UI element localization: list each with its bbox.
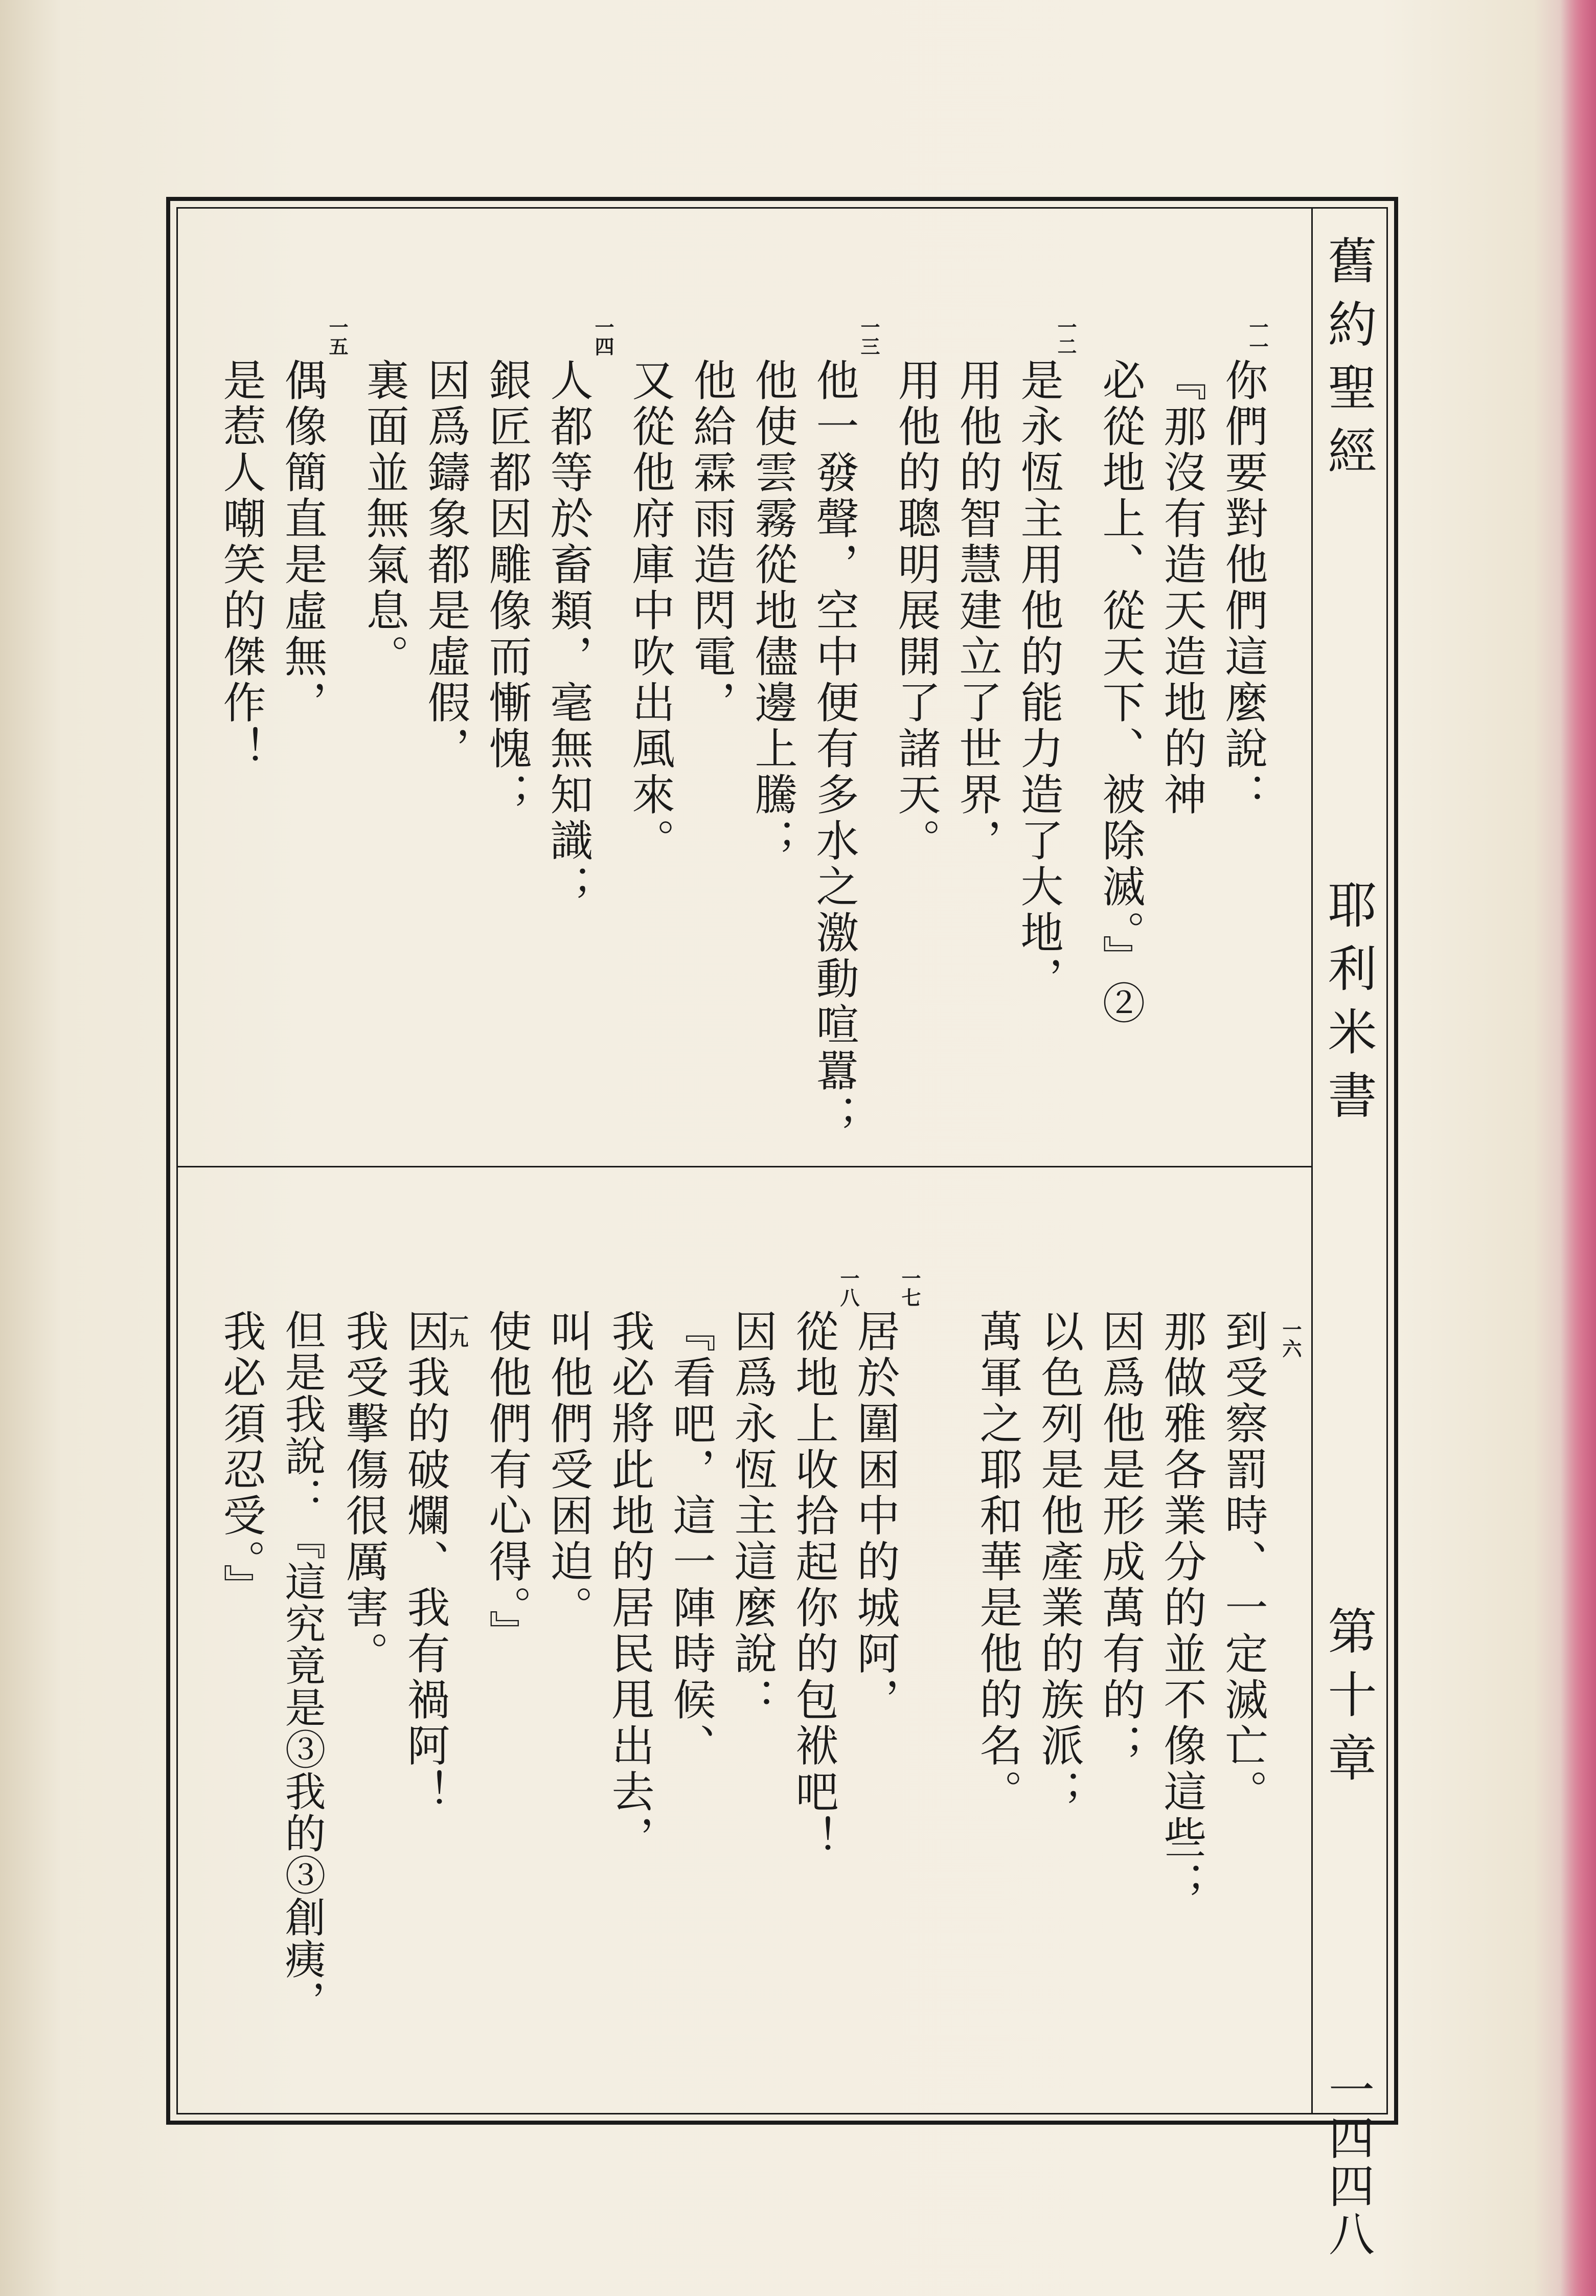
verse-line: 從地上收拾起你的包袱吧！ — [789, 1309, 839, 1861]
verse-line: 是永恆主用他的能力造了大地， — [1014, 358, 1064, 1002]
red-page-edge — [1560, 0, 1596, 2296]
verse-number-15: 一五 — [326, 317, 349, 356]
verse-line: 因爲鑄象都是虛假， — [421, 358, 471, 772]
verse-number-14: 一四 — [591, 317, 614, 356]
verse-line: 他使雲霧從地儘邊上騰； — [748, 358, 798, 864]
header-separator — [1311, 207, 1313, 2114]
verse-line: 我受擊傷很厲害。 — [339, 1309, 389, 1677]
verse-line: 使他們有心得。』 — [482, 1309, 532, 1656]
verse-number-19: 一九 — [446, 1309, 469, 1348]
verse-line: 偶像簡直是虛無， — [278, 358, 328, 726]
verse-line: 我必將此地的居民甩出去， — [605, 1309, 655, 1861]
verse-line: 又從他府庫中吹出風來。 — [625, 358, 675, 864]
page-number: 一四四八 — [1320, 2066, 1374, 2258]
verse-number-17: 一七 — [898, 1268, 921, 1307]
verse-line: 他一發聲，空中便有多水之激動喧囂； — [809, 358, 859, 1140]
verse-line: 裏面並無氣息。 — [359, 358, 409, 680]
verse-line: 銀匠都因雕像而慚愧； — [482, 358, 532, 818]
verse-line: 因爲他是形成萬有的； — [1096, 1309, 1146, 1769]
verse-line: 以色列是他產業的族派； — [1034, 1309, 1084, 1815]
verse-line: 因爲永恆主這麼說： — [727, 1309, 778, 1723]
verse-line: 用他的聰明展開了諸天。 — [891, 358, 941, 864]
verse-line: 人都等於畜類，毫無知識； — [543, 358, 594, 910]
verse-line: 萬軍之耶和華是他的名。 — [973, 1309, 1023, 1815]
verse-line: 『那沒有造天造地的神 — [1157, 358, 1207, 818]
verse-line: 是惹人嘲笑的傑作！ — [216, 358, 266, 772]
verse-line: 叫他們受困迫。 — [543, 1309, 594, 1631]
verse-line: 但是我說：『這究竟是③我的③創痍， — [278, 1309, 326, 2022]
verse-line: 因我的破爛、我有禍阿！ — [400, 1309, 450, 1815]
verse-line: 到受察罰時、一定滅亡。 — [1218, 1309, 1268, 1815]
verse-line: 居於圍困中的城阿， — [850, 1309, 900, 1723]
verse-number-12: 一二 — [1054, 317, 1077, 356]
verse-number-13: 一三 — [857, 317, 880, 356]
verse-line: 『看吧，這一陣時候、 — [666, 1309, 716, 1769]
verse-number-11: 一一 — [1246, 317, 1269, 356]
chapter-book: 耶利米書 — [1320, 880, 1377, 1133]
verse-number-16: 一六 — [1279, 1319, 1302, 1358]
verse-number-18: 一八 — [837, 1268, 860, 1307]
verse-line: 你們要對他們這麼說： — [1218, 358, 1268, 818]
chapter-label: 第十章 — [1320, 1606, 1377, 1796]
verse-line: 我必須忍受。』 — [216, 1309, 266, 1610]
running-header — [1319, 215, 1396, 2258]
verse-line: 他給霖雨造閃電， — [687, 358, 737, 726]
verse-line: 必從地上、從天下、被除滅。』② — [1096, 358, 1146, 1027]
book-title: 舊約聖經 — [1320, 235, 1377, 489]
verse-line: 用他的智慧建立了世界， — [952, 358, 1002, 864]
section-divider — [176, 1166, 1311, 1167]
verse-line: 那做雅各業分的並不像這些； — [1157, 1309, 1207, 1907]
